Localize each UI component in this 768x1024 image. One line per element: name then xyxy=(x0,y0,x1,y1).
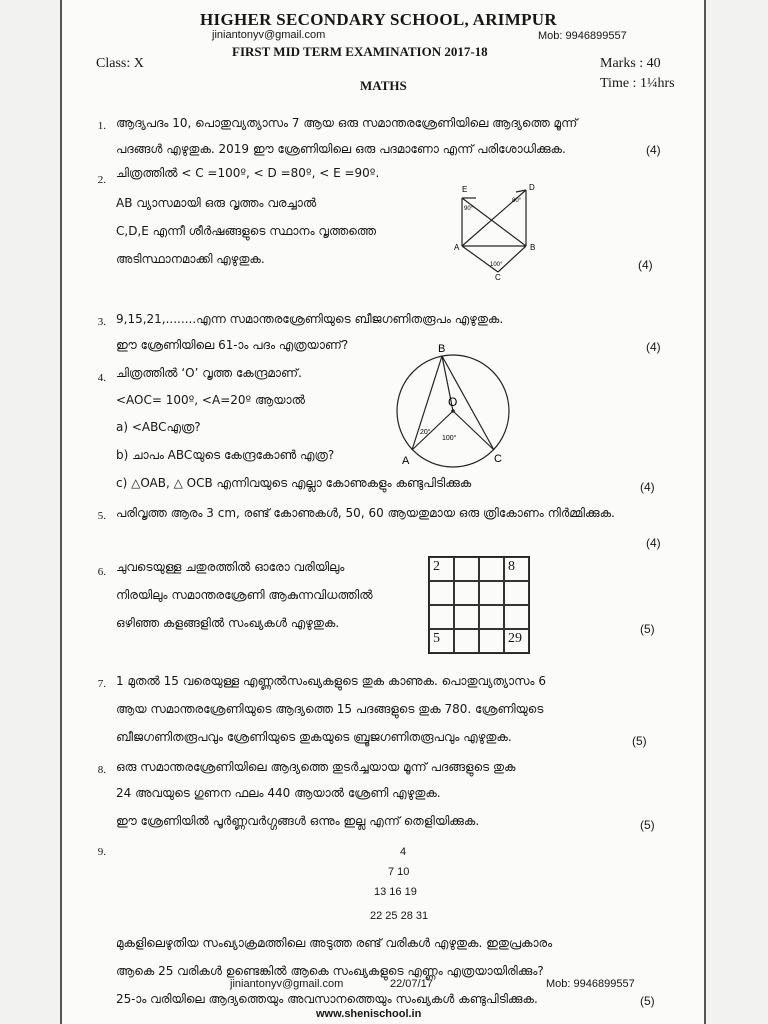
question-text: b) ചാപം ABCയുടെ കേന്ദ്രകോൺ എത്ര? xyxy=(116,448,335,462)
vertex-label-c: C xyxy=(495,273,501,280)
question-text: 1 മുതൽ 15 വരെയുള്ള എണ്ണൽസംഖ്യകളുടെ തുക കാണുക. പൊതുവ്യത്യാസം 6 xyxy=(116,674,546,688)
question-text: ചിത്രത്തിൽ ‘O’ വൃത്ത കേന്ദ്രമാണ്. xyxy=(116,366,302,380)
grid-cell xyxy=(454,581,479,605)
grid-cell xyxy=(429,605,454,629)
class-label: Class: X xyxy=(96,56,144,71)
total-marks: Marks : 40 xyxy=(600,56,661,71)
grid-cell xyxy=(479,629,504,653)
footer-date: 22/07/17 xyxy=(390,978,433,990)
question-number: 7. xyxy=(97,678,106,690)
circle-label-b: B xyxy=(438,343,446,355)
exam-title: FIRST MID TERM EXAMINATION 2017-18 xyxy=(232,44,488,59)
question-text: 9,15,21,........എന്ന സമാന്തരശ്രേണിയുടെ ബീജഗണിതരൂപം എഴുതുക. xyxy=(116,312,504,326)
grid-cell xyxy=(504,581,529,605)
figure-quadrilateral xyxy=(448,180,544,280)
question-marks: (5) xyxy=(640,994,655,1008)
question-number: 8. xyxy=(97,764,106,776)
question-text: ഒഴിഞ്ഞ കളങ്ങളിൽ സംഖ്യകൾ എഴുതുക. xyxy=(116,616,340,630)
question-text: അടിസ്ഥാനമാക്കി എഴുതുക. xyxy=(116,252,265,266)
header-mobile: Mob: 9946899557 xyxy=(538,30,627,42)
question-number: 6. xyxy=(97,566,106,578)
question-text: നിരയിലും സമാന്തരശ്രേണി ആകുന്നവിധത്തിൽ xyxy=(116,588,373,602)
question-number: 4. xyxy=(97,372,106,384)
vertex-label-e: E xyxy=(462,185,468,194)
question-number: 1. xyxy=(97,120,106,132)
circle-label-a: A xyxy=(402,455,410,467)
pattern-row: 7 10 xyxy=(388,866,410,878)
grid-cell xyxy=(504,605,529,629)
footer-email: jiniantonyv@gmail.com xyxy=(230,978,344,990)
pattern-row: 4 xyxy=(400,846,407,858)
question-text: ചിത്രത്തിൽ < C =100º, < D =80º, < E =90º. xyxy=(116,166,380,180)
angle-label-e: 90° xyxy=(464,206,474,212)
question-text: 24 അവയുടെ ഗുണന ഫലം 440 ആയാൽ ശ്രേണി എഴുതുക. xyxy=(116,786,441,800)
figure-circle-triangle xyxy=(390,340,520,470)
circle-label-c: C xyxy=(494,453,502,465)
grid-cell xyxy=(479,581,504,605)
question-text: ഈ ശ്രേണിയിലെ 61-ാം പദം എത്രയാണ്? xyxy=(116,338,349,352)
circle-label-o: O xyxy=(448,395,458,409)
question-text: ആകെ 25 വരികൾ ഉണ്ടെങ്കിൽ ആകെ സംഖ്യകളുടെ എണ്ണം എത്രയായിരിക്കും? xyxy=(116,964,544,978)
question-number: 3. xyxy=(97,316,106,328)
exam-time: Time : 1¼hrs xyxy=(600,76,675,91)
grid-cell: 2 xyxy=(429,557,454,581)
question-text: മുകളിലെഴുതിയ സംഖ്യാക്രമത്തിലെ അടുത്ത രണ്ട് വരികൾ എഴുതുക. ഇതുപ്രകാരം xyxy=(116,936,553,950)
grid-cell xyxy=(479,605,504,629)
grid-cell xyxy=(479,557,504,581)
grid-cell xyxy=(454,629,479,653)
question-text: ഒരു സമാന്തരശ്രേണിയിലെ ആദ്യത്തെ തുടർച്ചയായ മൂന്ന് പദങ്ങളുടെ തുക xyxy=(116,760,516,774)
question-text: ഈ ശ്രേണിയിൽ പൂർണ്ണവർഗ്ഗങ്ങൾ ഒന്നും ഇല്ല എന്ന് തെളിയിക്കുക. xyxy=(116,814,480,828)
question-text: a) <ABCഎത്ര? xyxy=(116,420,201,434)
footer-website[interactable]: www.shenischool.in xyxy=(316,1008,422,1020)
question-number: 2. xyxy=(97,174,106,186)
footer-mobile: Mob: 9946899557 xyxy=(546,978,635,990)
question-text: ബീജഗണിതരൂപവും ശ്രേണിയുടെ തുകയുടെ ബ്രൂജഗണിതരൂപവും എഴുതുക. xyxy=(116,730,512,744)
question-text: AB വ്യാസമായി ഒരു വൃത്തം വരച്ചാൽ xyxy=(116,196,317,210)
angle-label-c: 100° xyxy=(490,262,503,268)
question-marks: (4) xyxy=(646,143,661,157)
angle-label-20: 20° xyxy=(420,429,431,436)
question-marks: (4) xyxy=(640,480,655,494)
page-edge-right xyxy=(704,0,706,1024)
pattern-row: 22 25 28 31 xyxy=(370,910,429,922)
subject-title: MATHS xyxy=(360,78,407,93)
question-marks: (5) xyxy=(632,734,647,748)
question-marks: (4) xyxy=(638,258,653,272)
question-number: 5. xyxy=(97,510,106,522)
question-marks: (5) xyxy=(640,818,655,832)
question-marks: (4) xyxy=(646,340,661,354)
question-text: പരിവൃത്ത ആരം 3 cm, രണ്ട് കോണുകൾ, 50, 60 ആയതുമായ ഒരു ത്രികോണം നിർമ്മിക്കുക. xyxy=(116,506,615,520)
grid-cell xyxy=(454,557,479,581)
page-edge-left xyxy=(60,0,62,1024)
question-text: ആദ്യപദം 10, പൊതുവ്യത്യാസം 7 ആയ ഒരു സമാന്തരശ്രേണിയിലെ ആദ്യത്തെ മൂന്ന് xyxy=(116,116,578,130)
question-number: 9. xyxy=(97,846,106,858)
vertex-label-a: A xyxy=(454,243,460,252)
grid-cell: 29 xyxy=(504,629,529,653)
school-name: HIGHER SECONDARY SCHOOL, ARIMPUR xyxy=(200,10,557,29)
question-text: <AOC= 100º, <A=20º ആയാൽ xyxy=(116,393,305,407)
header-email: jiniantonyv@gmail.com xyxy=(212,29,326,41)
grid-cell: 8 xyxy=(504,557,529,581)
question-text: പദങ്ങൾ എഴുതുക. 2019 ഈ ശ്രേണിയിലെ ഒരു പദമാണോ എന്ന് പരിശോധിക്കുക. xyxy=(116,142,566,156)
grid-cell xyxy=(429,581,454,605)
grid-cell xyxy=(454,605,479,629)
number-grid xyxy=(428,556,530,654)
question-text: c) △OAB, △ OCB എന്നിവയുടെ എല്ലാ കോണുകളും കണ്ടുപിടിക്കുക xyxy=(116,476,472,490)
vertex-label-b: B xyxy=(530,243,536,252)
angle-label-100: 100° xyxy=(442,435,457,442)
question-text: ചുവടെയുള്ള ചതുരത്തിൽ ഓരോ വരിയിലും xyxy=(116,560,345,574)
question-marks: (4) xyxy=(646,536,661,550)
pattern-row: 13 16 19 xyxy=(374,886,417,898)
vertex-label-d: D xyxy=(529,183,535,192)
angle-label-d: 80° xyxy=(512,198,522,204)
grid-cell: 5 xyxy=(429,629,454,653)
question-text: C,D,E എന്നീ ശീർഷങ്ങളുടെ സ്ഥാനം വൃത്തത്തെ xyxy=(116,224,377,238)
question-marks: (5) xyxy=(640,622,655,636)
question-text: 25-ാം വരിയിലെ ആദ്യത്തെയും അവസാനത്തെയും സംഖ്യകൾ കണ്ടുപിടിക്കുക. xyxy=(116,992,538,1006)
question-text: ആയ സമാന്തരശ്രേണിയുടെ ആദ്യത്തെ 15 പദങ്ങളുടെ തുക 780. ശ്രേണിയുടെ xyxy=(116,702,544,716)
